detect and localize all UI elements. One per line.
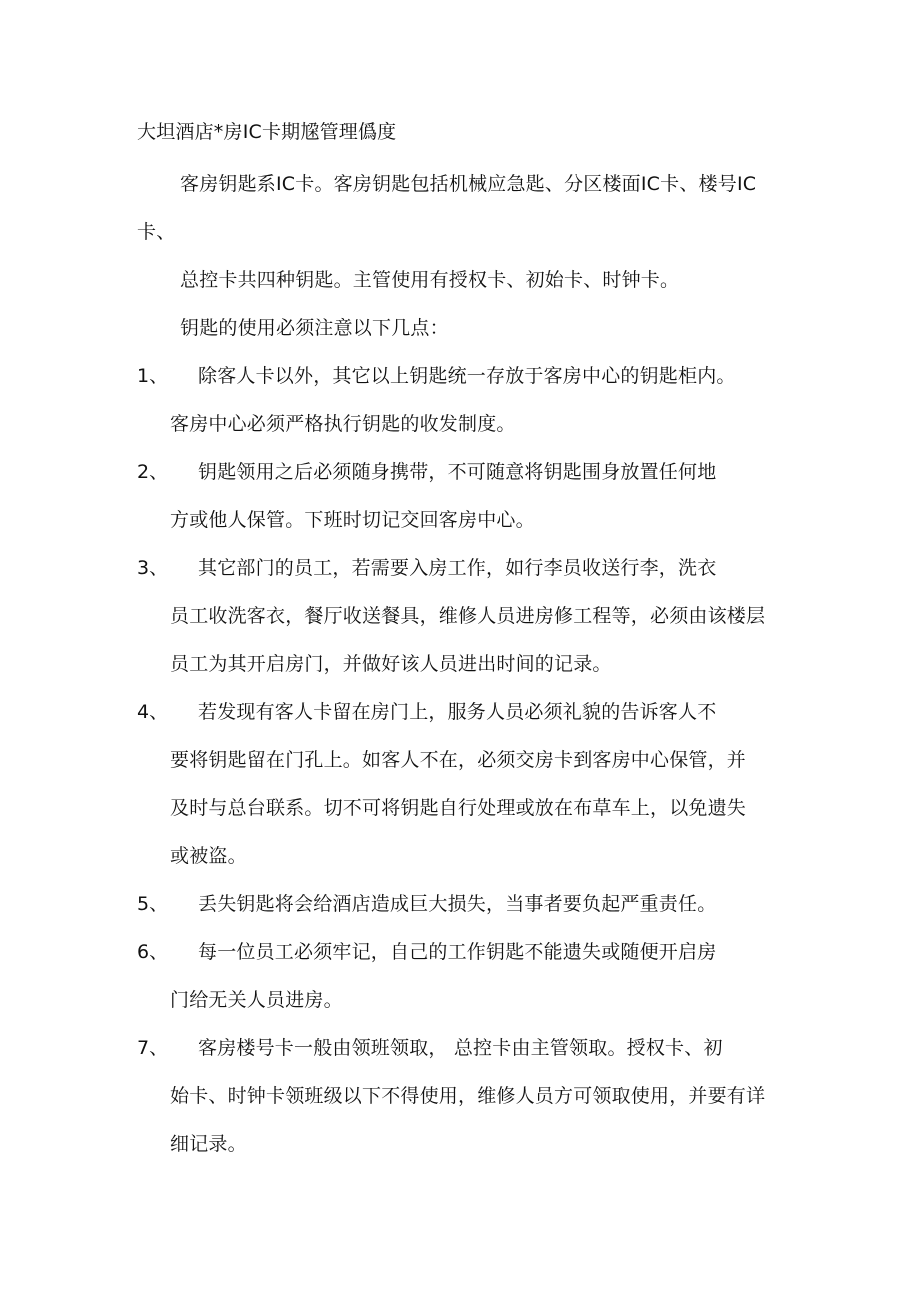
item-6-line-1: 每一位员工必须牢记，自己的工作钥匙不能遗失或随便开启房 [198, 941, 717, 963]
item-7-line-3: 细记录。 [170, 1133, 247, 1155]
item-3-line-1: 其它部门的员工，若需要入房工作，如行李员收送行李，洗衣 [198, 557, 717, 579]
item-5-number: 5、 [137, 893, 169, 915]
item-3-line-3: 员工为其开启房门，并做好该人员进出时间的记录。 [170, 653, 612, 675]
item-4-line-1: 若发现有客人卡留在房门上，服务人员必须礼貌的告诉客人不 [198, 701, 717, 723]
item-6-number: 6、 [137, 941, 169, 963]
item-4-number: 4、 [137, 701, 169, 723]
item-7-line-2: 始卡、时钟卡领班级以下不得使用，维修人员方可领取使用，并要有详 [170, 1085, 766, 1107]
item-2-line-2: 方或他人保管。下班时切记交回客房中心。 [170, 509, 535, 531]
intro-line-3: 总控卡共四种钥匙。主管使用有授权卡、初始卡、时钟卡。 [180, 269, 680, 291]
item-4-line-2: 要将钥匙留在门孔上。如客人不在，必须交房卡到客房中心保管，并 [170, 749, 747, 771]
item-4-line-4: 或被盗。 [170, 845, 247, 867]
item-4-line-3: 及时与总台联系。切不可将钥匙自行处理或放在布草车上，以免遗失 [170, 797, 747, 819]
intro-line-4: 钥匙的使用必须注意以下几点： [180, 317, 449, 339]
item-3-line-2: 员工收洗客衣，餐厅收送餐具，维修人员进房修工程等，必须由该楼层 [170, 605, 766, 627]
item-6-line-2: 门给无关人员进房。 [170, 989, 343, 1011]
item-7-number: 7、 [137, 1037, 169, 1059]
item-7-line-1: 客房楼号卡一般由领班领取， 总控卡由主管领取。授权卡、初 [198, 1037, 723, 1059]
item-1-line-2: 客房中心必须严格执行钥匙的收发制度。 [170, 413, 516, 435]
intro-line-1: 客房钥匙系IC卡。客房钥匙包括机械应急匙、分区楼面IC卡、楼号IC [180, 173, 757, 195]
item-1-line-1: 除客人卡以外，其它以上钥匙统一存放于客房中心的钥匙柜内。 [198, 365, 736, 387]
item-2-number: 2、 [137, 461, 169, 483]
intro-line-2: 卡、 [137, 221, 176, 243]
item-5-line-1: 丢失钥匙将会给酒店造成巨大损失，当事者要负起严重责任。 [198, 893, 717, 915]
item-1-number: 1、 [137, 365, 169, 387]
item-2-line-1: 钥匙领用之后必须随身携带，不可随意将钥匙围身放置任何地 [198, 461, 717, 483]
document-title: 大坦酒店*房IC卡期尮管理僞度 [137, 121, 397, 143]
item-3-number: 3、 [137, 557, 169, 579]
